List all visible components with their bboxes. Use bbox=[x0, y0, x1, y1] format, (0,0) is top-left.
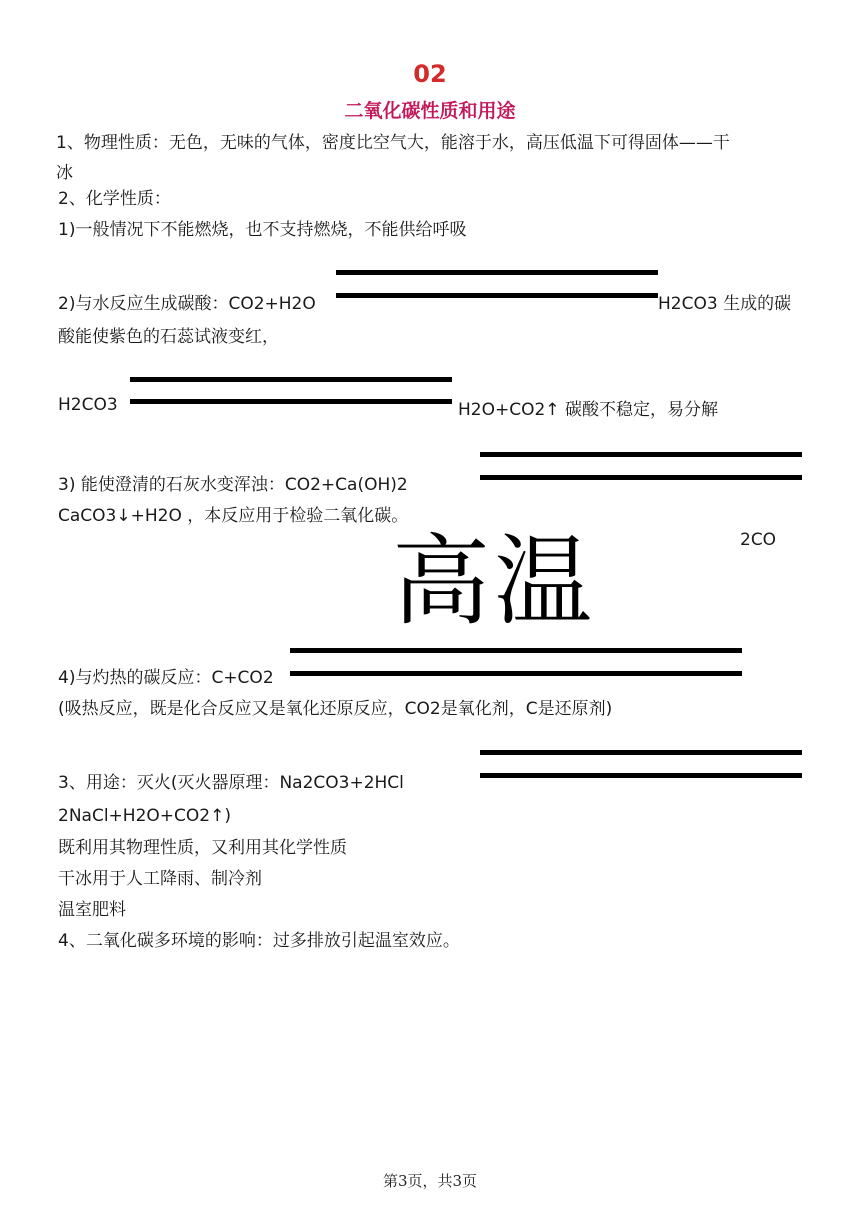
equation-bar-top bbox=[130, 377, 452, 382]
water-reaction-line: 2)与水反应生成碳酸：CO2+H2O bbox=[58, 294, 316, 314]
fertilizer-line: 温室肥料 bbox=[58, 900, 126, 920]
litmus-line: 酸能使紫色的石蕊试液变红， bbox=[58, 327, 279, 347]
limewater-line: 3) 能使澄清的石灰水变浑浊：CO2+Ca(OH)2 bbox=[58, 475, 408, 495]
page-title: 二氧化碳性质和用途 bbox=[344, 100, 516, 122]
equation-bar-top bbox=[480, 452, 802, 457]
environment-line: 4、二氧化碳多环境的影响：过多排放引起温室效应。 bbox=[58, 931, 460, 951]
reaction-condition-high-temp: 高温 bbox=[392, 525, 597, 639]
equation-bar-top bbox=[290, 648, 742, 653]
chemical-properties-heading: 2、化学性质： bbox=[58, 189, 171, 209]
page-footer: 第3页，共3页 bbox=[382, 1172, 478, 1190]
limewater-product-line: CaCO3↓+H2O ，本反应用于检验二氧化碳。 bbox=[58, 506, 409, 526]
physical-properties-line: 1、物理性质：无色，无味的气体，密度比空气大，能溶于水，高压低温下可得固体——干 bbox=[56, 133, 730, 153]
decomposition-product: H2O+CO2↑ 碳酸不稳定，易分解 bbox=[458, 400, 718, 420]
physical-properties-line-cont: 冰 bbox=[56, 163, 73, 183]
equation-bar-bottom bbox=[130, 399, 452, 404]
hot-carbon-product: 2CO bbox=[740, 530, 777, 550]
dry-ice-use-line: 干冰用于人工降雨、制冷剂 bbox=[58, 869, 262, 889]
equation-bar-top bbox=[336, 270, 658, 275]
equation-bar-bottom bbox=[336, 293, 658, 298]
water-reaction-product: H2CO3 生成的碳 bbox=[658, 294, 792, 314]
section-number: 02 bbox=[413, 60, 447, 88]
uses-property-line: 既利用其物理性质，又利用其化学性质 bbox=[58, 838, 347, 858]
uses-line: 3、用途：灭火(灭火器原理：Na2CO3+2HCl bbox=[58, 773, 404, 793]
equation-bar-bottom bbox=[480, 475, 802, 480]
equation-bar-bottom bbox=[480, 773, 802, 778]
decomposition-reactant: H2CO3 bbox=[58, 395, 118, 415]
combustion-line: 1)一般情况下不能燃烧，也不支持燃烧，不能供给呼吸 bbox=[58, 220, 467, 240]
uses-product-line: 2NaCl+H2O+CO2↑) bbox=[58, 806, 231, 826]
hot-carbon-note: (吸热反应，既是化合反应又是氧化还原反应，CO2是氧化剂，C是还原剂) bbox=[58, 699, 613, 719]
hot-carbon-line: 4)与灼热的碳反应：C+CO2 bbox=[58, 668, 274, 688]
equation-bar-top bbox=[480, 750, 802, 755]
equation-bar-bottom bbox=[290, 671, 742, 676]
